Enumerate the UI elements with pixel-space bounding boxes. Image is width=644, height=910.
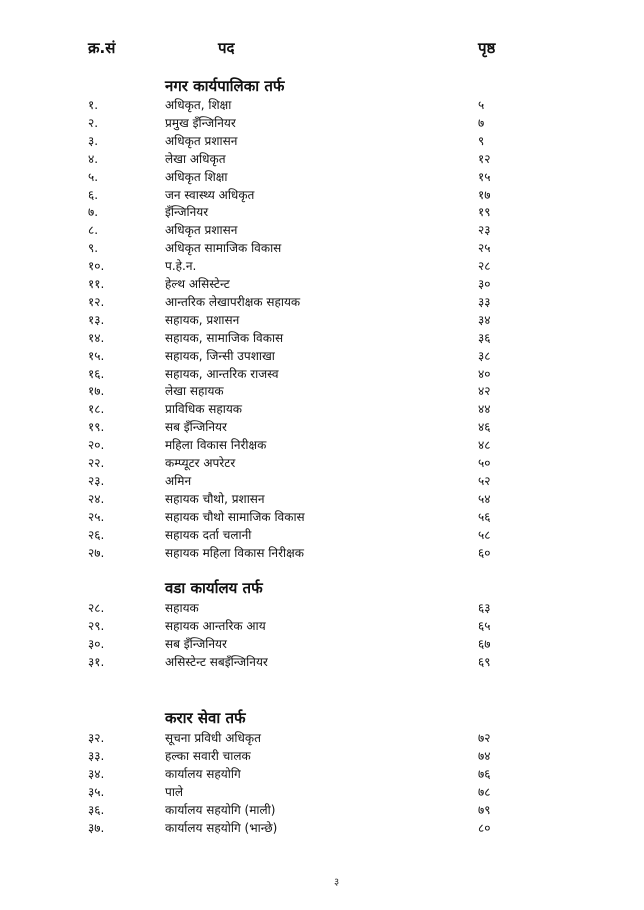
post-name: असिस्टेन्ट सबइँन्जिनियर (165, 655, 268, 669)
serial-number: ४. (88, 152, 99, 166)
footer-page-number: ३ (334, 877, 340, 888)
section-title: वडा कार्यालय तर्फ (165, 579, 263, 597)
toc-row (0, 382, 644, 400)
post-name: कार्यालय सहयोगि (165, 767, 241, 781)
section-title: नगर कार्यपालिका तर्फ (165, 77, 285, 95)
toc-row (0, 114, 644, 132)
serial-number: २३. (88, 474, 105, 488)
serial-number: १७. (88, 384, 105, 398)
page-number: ५४ (478, 492, 491, 506)
post-name: हल्का सवारी चालक (165, 749, 251, 763)
page-number: ३६ (478, 331, 491, 345)
serial-number: ८. (88, 223, 99, 237)
toc-row (0, 168, 644, 186)
post-name: सहायक, सामाजिक विकास (165, 331, 284, 345)
serial-number: २४. (88, 492, 105, 506)
post-name: सहायक, आन्तरिक राजस्व (165, 367, 279, 381)
page-number: ८० (478, 821, 491, 835)
serial-number: ११. (88, 277, 105, 291)
post-name: अमिन (165, 474, 192, 488)
serial-number: ७. (88, 205, 99, 219)
toc-row (0, 526, 644, 544)
toc-row (0, 454, 644, 472)
serial-number: २७. (88, 546, 105, 560)
post-name: सब इँन्जिनियर (165, 637, 227, 651)
toc-row (0, 400, 644, 418)
page-number: ७८ (478, 785, 491, 799)
post-name: कार्यालय सहयोगि (माली) (165, 803, 276, 817)
post-name: आन्तरिक लेखापरीक्षक सहायक (165, 295, 301, 309)
toc-row (0, 436, 644, 454)
toc-row (0, 747, 644, 765)
serial-number: ३१. (88, 655, 105, 669)
toc-row (0, 508, 644, 526)
toc-row (0, 801, 644, 819)
serial-number: १९. (88, 420, 105, 434)
page-number: ६५ (478, 619, 491, 633)
page-number: ७६ (478, 767, 491, 781)
post-name: हेल्थ असिस्टेन्ट (165, 277, 230, 291)
toc-row (0, 819, 644, 837)
page-number: २८ (478, 259, 491, 273)
serial-number: २०. (88, 438, 105, 452)
post-name: सब इँन्जिनियर (165, 420, 227, 434)
serial-number: ३५. (88, 785, 105, 799)
page-number: ७ (478, 116, 485, 130)
serial-number: १३. (88, 313, 105, 327)
serial-number: ५. (88, 170, 99, 184)
post-name: जन स्वास्थ्य अधिकृत (165, 188, 255, 202)
serial-number: ३६. (88, 803, 105, 817)
post-name: सहायक महिला विकास निरीक्षक (165, 546, 304, 560)
post-name: सहायक चौथो, प्रशासन (165, 492, 265, 506)
post-name: सहायक चौथो सामाजिक विकास (165, 510, 305, 524)
post-name: सहायक, जिन्सी उपशाखा (165, 349, 275, 363)
post-name: सहायक (165, 601, 199, 615)
serial-number: १५. (88, 349, 105, 363)
serial-number: २२. (88, 456, 105, 470)
toc-row (0, 490, 644, 508)
page-number: १७ (478, 188, 491, 202)
page-number: ६७ (478, 637, 491, 651)
toc-row (0, 783, 644, 801)
page-number: ४० (478, 367, 491, 381)
post-name: कार्यालय सहयोगि (भान्छे) (165, 821, 278, 835)
page-number: ४६ (478, 420, 491, 434)
toc-row (0, 472, 644, 490)
serial-number: ६. (88, 188, 99, 202)
post-name: अधिकृत प्रशासन (165, 134, 238, 148)
post-name: प्राविधिक सहायक (165, 402, 243, 416)
page-number: ९ (478, 134, 485, 148)
page-number: ४४ (478, 402, 491, 416)
page-number: ५२ (478, 474, 491, 488)
post-name: लेखा सहायक (165, 384, 224, 398)
toc-row (0, 729, 644, 747)
toc-row (0, 347, 644, 365)
toc-row (0, 311, 644, 329)
serial-number: १८. (88, 402, 105, 416)
page-number: १५ (478, 170, 491, 184)
toc-row (0, 203, 644, 221)
serial-number: १४. (88, 331, 105, 345)
serial-number: ३०. (88, 637, 105, 651)
page-number: ६३ (478, 601, 491, 615)
toc-row (0, 365, 644, 383)
serial-number: १०. (88, 259, 105, 273)
serial-number: २८. (88, 601, 105, 615)
toc-row (0, 257, 644, 275)
toc-row (0, 96, 644, 114)
page-number: ५६ (478, 510, 491, 524)
post-name: इँन्जिनियर (165, 205, 209, 219)
serial-number: ३७. (88, 821, 105, 835)
post-name: अधिकृत सामाजिक विकास (165, 241, 282, 255)
page-number: ७२ (478, 731, 491, 745)
page-number: ७९ (478, 803, 491, 817)
page-number: ३० (478, 277, 491, 291)
serial-column-header: क्र.सं (88, 39, 116, 57)
post-name: लेखा अधिकृत (165, 152, 226, 166)
post-name: अधिकृत शिक्षा (165, 170, 228, 184)
serial-number: १६. (88, 367, 105, 381)
toc-row (0, 418, 644, 436)
toc-row (0, 239, 644, 257)
page-number: २३ (478, 223, 491, 237)
serial-number: २५. (88, 510, 105, 524)
page-number: १९ (478, 205, 491, 219)
toc-row (0, 329, 644, 347)
page-number: ३४ (478, 313, 491, 327)
post-name: सूचना प्रविधी अधिकृत (165, 731, 261, 745)
serial-number: ३३. (88, 749, 105, 763)
post-name: सहायक, प्रशासन (165, 313, 240, 327)
post-name: पाले (165, 785, 184, 799)
serial-number: ९. (88, 241, 99, 255)
toc-row (0, 132, 644, 150)
page-number: ४२ (478, 384, 491, 398)
toc-row (0, 293, 644, 311)
toc-row (0, 653, 644, 671)
post-name: सहायक आन्तरिक आय (165, 619, 266, 633)
serial-number: ३४. (88, 767, 105, 781)
page-number: ६० (478, 546, 491, 560)
serial-number: २६. (88, 528, 105, 542)
serial-number: २९. (88, 619, 105, 633)
page-number: २५ (478, 241, 491, 255)
toc-row (0, 765, 644, 783)
post-name: अधिकृत प्रशासन (165, 223, 238, 237)
page-column-header: पृष्ठ (478, 39, 496, 57)
page-number: ५० (478, 456, 491, 470)
post-name: प्रमुख इँन्जिनियर (165, 116, 236, 130)
page-number: ५ (478, 98, 485, 112)
toc-row (0, 635, 644, 653)
toc-row (0, 544, 644, 562)
page-number: ३८ (478, 349, 491, 363)
page-number: ६९ (478, 655, 491, 669)
toc-row (0, 150, 644, 168)
serial-number: ३२. (88, 731, 105, 745)
serial-number: ३. (88, 134, 99, 148)
toc-row (0, 617, 644, 635)
toc-row (0, 186, 644, 204)
serial-number: १. (88, 98, 99, 112)
page-number: ४८ (478, 438, 491, 452)
post-name: महिला विकास निरीक्षक (165, 438, 267, 452)
toc-row (0, 599, 644, 617)
post-name: अधिकृत, शिक्षा (165, 98, 232, 112)
toc-row (0, 275, 644, 293)
page-number: १२ (478, 152, 491, 166)
toc-row (0, 221, 644, 239)
page-number: ३३ (478, 295, 491, 309)
serial-number: १२. (88, 295, 105, 309)
post-column-header: पद (218, 39, 235, 57)
post-name: प.हे.न. (165, 259, 197, 273)
serial-number: २. (88, 116, 99, 130)
page-number: ७४ (478, 749, 491, 763)
page-number: ५८ (478, 528, 491, 542)
section-title: करार सेवा तर्फ (165, 709, 246, 727)
post-name: कम्प्यूटर अपरेटर (165, 456, 236, 470)
post-name: सहायक दर्ता चलानी (165, 528, 252, 542)
